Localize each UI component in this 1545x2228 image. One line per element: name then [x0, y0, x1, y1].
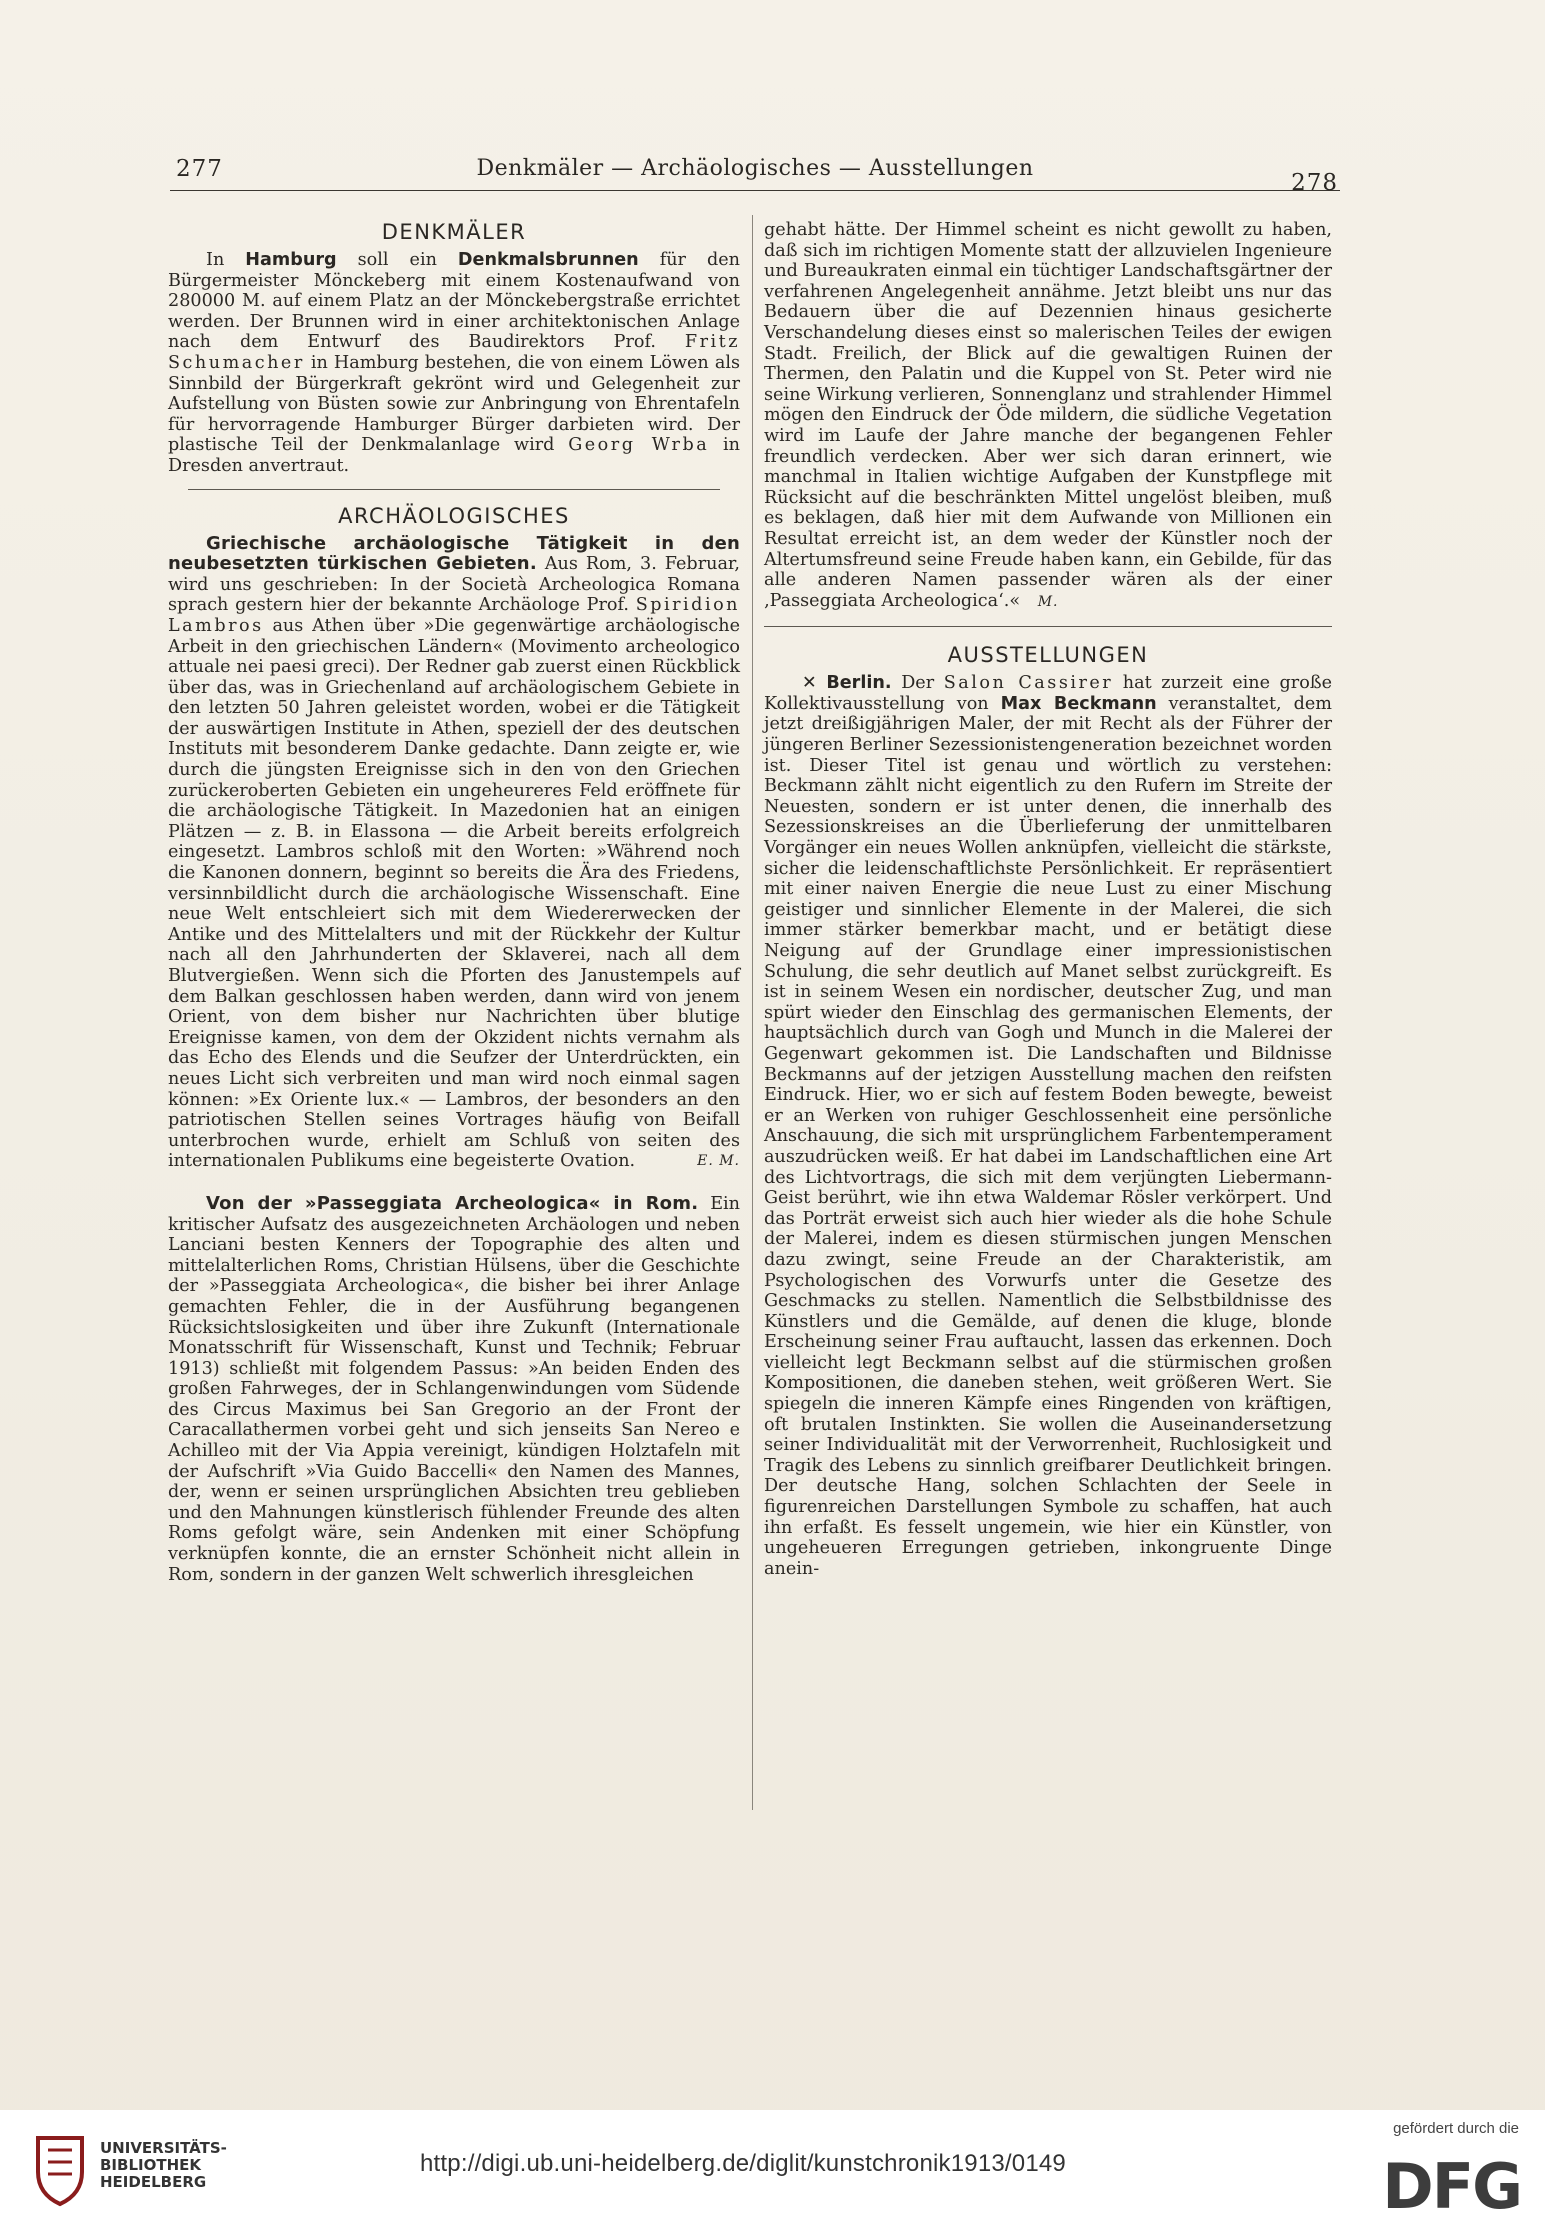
name-schumacher: Fritz Schumacher	[168, 332, 740, 373]
article-title: Von der »Passeggiata Archeologica« in Rom.	[206, 1192, 699, 1214]
article-title: Griechische archäologische Tätigkeit in den neubesetzten türkischen Gebieten.	[168, 532, 740, 575]
library-line: BIBLIOTHEK	[100, 2156, 201, 2174]
article-denkmalsbrunnen	[168, 250, 740, 477]
spacer	[168, 1172, 740, 1194]
article-beckmann	[764, 673, 1332, 1579]
city-berlin: Berlin.	[826, 673, 892, 694]
section-heading-ausstellungen: AUSSTELLUNGEN	[947, 643, 1149, 668]
name-lambros: Spiridion Lambros	[168, 595, 740, 636]
author-signature: M.	[1037, 593, 1059, 610]
funded-by-label: gefördert durch die	[1393, 2120, 1519, 2137]
text-run: Ein kritischer Aufsatz des ausgezeichneten Archäologen und neben Lanciani besten Kenners der Topographie des alten und mittelalterlichen Roms, Christian Hülsens, über die Geschichte der »Passeggiata Archeologica«, die bisher bei ihrer Anlage gemachten Fehler, die in der Ausführung begangenen Rücksichtslosigkeiten und über ihre Zukunft (Internationale Monatsschrift für Wissenschaft, Kunst und Technik; Februar 1913) schließt mit folgendem Passus: »An beiden Enden des großen Fahrweges, der in Schlangenwindungen vom Südende des Circus Maximus bei San Gregorio an der Front der Caracallathermen vorbei geht und sich jenseits San Nereo e Achilleo mit der Via Appia vereinigt, kündigen Holztafeln mit der Aufschrift »Via Guido Baccelli« den Namen des Mannes, der, wenn er seinen ursprünglichen Absichten treu geblieben und den Mahnungen künstlerisch fühlender Freunde des alten Roms gefolgt wäre, sein Andenken mit einer Schöpfung verknüpfen konnte, die an ernster Schönheit nicht allein in Rom, sondern in der ganzen Welt schwerlich ihresgleichen	[168, 1193, 740, 1585]
page-number-left: 277	[176, 156, 223, 182]
dfg-logo: DFG	[1382, 2150, 1521, 2223]
text-run: in Hamburg bestehen, die von einem Löwen als Sinnbild der Bürgerkraft gekrönt wird und Gelegenheit zur Aufstellung von Büsten sowie zur Anbringung von Ehrentafeln für hervorragende Hamburger Bürger darbieten wird. Der plastische Teil der Denkmalanlage wird	[168, 352, 740, 456]
source-url-link[interactable]: http://digi.ub.uni-heidelberg.de/diglit/kunstchronik1913/0149	[420, 2150, 1066, 2177]
term-denkmalsbrunnen: Denkmalsbrunnen	[457, 250, 639, 270]
text-run: aus Athen über »Die gegenwärtige archäologische Arbeit in den griechischen Ländern« (Movimento archeologico attuale nei paesi greci). Der Redner gab zuerst einen Rückblick über das, was in Griechenland auf archäologischem Gebiete in den letzten 50 Jahren geleistet worden, wobei er die Tätigkeit der auswärtigen Institute in Athen, speziell der des deutschen Instituts mit besonderem Danke gedachte. Dann zeigte er, wie durch die jüngsten Ereignisse sich in den von den Griechen zurückeroberten Gebieten ein ungeheureres Feld eröffnete für die archäologische Tätigkeit. In Mazedonien hat an einigen Plätzen — z. B. in Elassona — die Arbeit bereits erfolgreich eingesetzt. Lambros schloß mit den Worten: »Während noch die Kanonen donnern, beginnt so bereits die Ära des Friedens, versinnbildlicht durch die archäologische Wissenschaft. Eine neue Welt entschleiert sich mit dem Wiedererwecken der Antike und des Mittelalters und mit der Rückkehr der Kultur nach all den Jahrhunderten der Sklaverei, nach all dem Blutvergießen. Wenn sich die Pforten des Janustempels auf dem Balkan geschlossen haben werden, dann wird von jenem Orient, von dem bisher nur Nachrichten über blutige Ereignisse kamen, von dem der Okzident nichts vernahm als das Echo des Elends und die Seufzer der Unterdrückten, ein neues Licht sich verbreiten und man wird noch einmal sagen können: »Ex Oriente lux.« — Lambros, der besonders an den patriotischen Stellen seines Vortrages häufig von Beifall unterbrochen wurde, erhielt am Schluß von seiten des internationalen Publikums eine begeisterte Ovation.	[168, 615, 740, 1172]
running-header	[170, 150, 1340, 196]
library-name	[100, 2140, 227, 2191]
section-heading-archaeologisches: ARCHÄOLOGISCHES	[338, 503, 570, 528]
library-line: HEIDELBERG	[100, 2173, 207, 2191]
article-passeggiata-continued	[764, 220, 1332, 612]
text-run: In	[206, 250, 246, 270]
author-signature: E. M.	[697, 1153, 740, 1170]
column-rule	[752, 215, 753, 1810]
section-divider	[764, 626, 1332, 627]
section-heading-denkmaeler: DENKMÄLER	[381, 220, 527, 244]
text-run: soll ein	[336, 250, 458, 270]
city-hamburg: Hamburg	[245, 250, 337, 270]
text-run: veranstaltet, dem jetzt dreißigjährigen Maler, der mit Recht als der Führer der jüngeren Berliner Sezessionistengeneration bezeichnet worden ist. Dieser Titel ist genau und wörtlich zu verstehen: Beckmann zählt nicht eigentlich zu den Rufern im Streite der Neuesten, sondern er ist unter denen, die innerhalb des Sezessionskreises an die Überlieferung der unmittelbaren Vorgänger ein neues Wollen anknüpfen, vielleicht die stärkste, sicher die leidenschaftlichste Persönlichkeit. Er repräsentiert mit einer naiven Energie die neue Lust zu einer Mischung geistiger und sinnlicher Elemente in der Malerei, die sich immer stärker bemerkbar macht, und er betätigt diese Neigung auf der Grundlage einer impressionistischen Schulung, die sehr deutlich auf Manet selbst zurückgreift. Es ist in seinem Wesen ein nordischer, deutscher Zug, und man spürt wieder den Einschlag des germanischen Elements, der hauptsächlich durch van Gogh und Munch in die Malerei der Gegenwart gekommen ist. Die Landschaften und Bildnisse Beckmanns auf der jetzigen Ausstellung machen den reifsten Eindruck. Hier, wo er sich auf festem Boden bewegte, beweist er an Werken von ruhiger Geschlossenheit eine persönliche Anschauung, die sich mit ursprünglichem Farbentemperament auszudrücken weiß. Er hat dabei im Landschaftlichen eine Art des Lichtvortrags, die sich mit dem verjüngten Liebermann-Geist berührt, wie ihn etwa Waldemar Rösler verkörpert. Und das Porträt erweist sich auch hier wieder als die hohe Schule der Malerei, indem es diesen stürmischen jungen Menschen dazu zwingt, seine Freude an der Charakteristik, am Psychologischen des Vorwurfs unter die Gesetze des Geschmacks zu stellen. Namentlich die Selbstbildnisse des Künstlers und die Gemälde, auf denen die kluge, blonde Erscheinung seiner Frau auftaucht, lassen das erkennen. Doch vielleicht legt Beckmann selbst auf die stürmischen großen Kompositionen, die daneben stehen, weit größeren Wert. Sie spiegeln die inneren Kämpfe eines Ringenden von kräftigen, oft brutalen Instinkten. Sie wollen die Auseinandersetzung seiner Individualität mit der Verworrenheit, Ruchlosigkeit und Tragik des Lebens zu sinnlich greifbarer Deutlichkeit bringen. Der deutsche Hang, solchen Schlachten der Seele in figurenreichen Darstellungen Symbole zu schaffen, hat auch ihn erfaßt. Es fesselt ungemein, wie hier ein Künstler, von ungeheueren Erregungen getrieben, inkongruente Dinge anein-	[764, 693, 1332, 1579]
text-run: Der	[891, 673, 944, 694]
section-divider	[188, 489, 720, 490]
library-line: UNIVERSITÄTS-	[100, 2139, 227, 2157]
name-max-beckmann: Max Beckmann	[1000, 693, 1157, 714]
text-run: Aus Rom, 3. Februar, wird uns geschrieben: In der Società Archeologica Romana sprach gestern hier der bekannte Archäologe Prof.	[168, 554, 740, 616]
text-run: in Dresden anvertraut.	[168, 435, 741, 476]
text-run: für den Bürgermeister Mönckeberg mit einem Kostenaufwand von 280000 M. auf einem Platz an der Mönckebergstraße errichtet werden. Der Brunnen wird in einer architektonischen Anlage nach dem Entwurf des Baudirektors Prof.	[168, 250, 740, 353]
cross-mark-icon: ✕	[802, 673, 817, 694]
right-column	[764, 220, 1332, 1820]
university-seal-icon	[30, 2128, 90, 2208]
text-run: hat zurzeit eine große Kollektivausstellung von	[764, 673, 1332, 714]
article-griechische-taetigkeit	[168, 534, 740, 1172]
running-title: Denkmäler — Archäologisches — Ausstellungen	[476, 156, 1034, 181]
name-salon-cassirer: Salon Cassirer	[943, 673, 1114, 694]
page-number-right: 278	[1291, 170, 1338, 196]
name-wrba: Georg Wrba	[568, 435, 710, 456]
article-passeggiata	[168, 1194, 740, 1585]
left-column	[168, 220, 740, 1820]
text-run: gehabt hätte. Der Himmel scheint es nicht gewollt zu haben, daß sich im richtigen Momente statt der allzuvielen Ingenieure und Bureaukraten einmal ein tüchtiger Landschaftsgärtner der verfahrenen Angelegenheit annähme. Jetzt bleibt uns nur das Bedauern über die auf Dezennien hinaus gesicherte Verschandelung dieses einst so malerischen Teiles der ewigen Stadt. Freilich, der Blick auf die gewaltigen Ruinen der Thermen, den Palatin und die Kuppel von St. Peter wird nie seine Wirkung verlieren, Sonnenglanz und strahlender Himmel mögen den Eindruck der Öde mildern, die südliche Vegetation wird im Laufe der Jahre manche der begangenen Fehler freundlich verdecken. Aber wer sich daran erinnert, wie manchmal in Italien wichtige Aufgaben der Kunstpflege mit Rücksicht auf die beschränkten Mittel ungelöst bleiben, muß es beklagen, daß hier mit dem Aufwande von Millionen ein Resultat erreicht ist, an dem weder der Künstler noch der Altertumsfreund seine Freude haben kann, ein Gebilde, für das alle anderen Namen passender wären als der einer ‚Passeggiata Archeologica‘.«	[764, 220, 1332, 611]
